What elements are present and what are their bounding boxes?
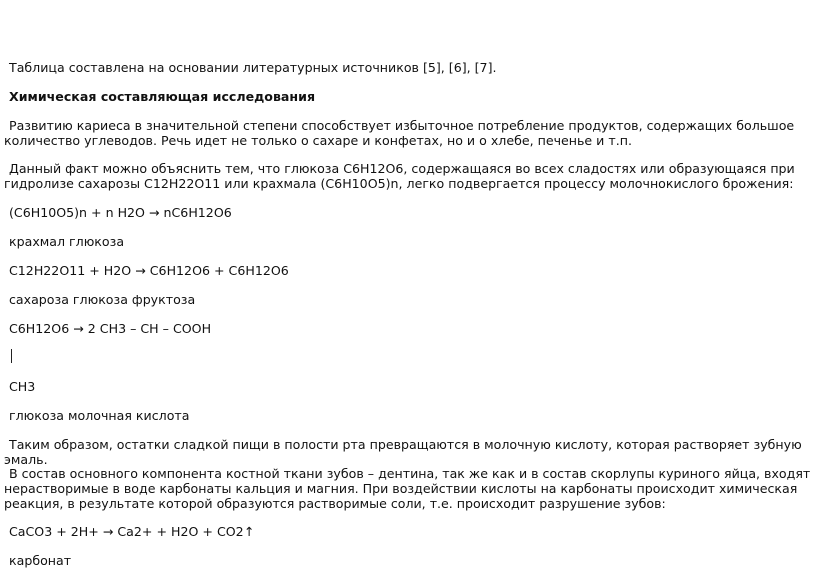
- bond-line: [11, 349, 12, 363]
- source-note: Таблица составлена на основании литературных источников [5], [6], [7].: [9, 60, 497, 75]
- equation-carbonate-reaction: CaCO3 + 2H+ → Ca2+ + H2O + CO2↑: [9, 524, 255, 539]
- equation-sucrose-hydrolysis: C12H22O11 + H2O → C6H12O6 + C6H12O6: [9, 263, 289, 278]
- equation-starch-hydrolysis: (C6H10O5)n + n H2O → nC6H12O6: [9, 205, 232, 220]
- section-heading: Химическая составляющая исследования: [9, 89, 316, 104]
- equation-starch-labels: крахмал глюкоза: [9, 234, 125, 249]
- equation-lactic-fermentation: C6H12O6 → 2 CH3 – CH – COOH: [9, 321, 212, 336]
- equation-lactic-branch: CH3: [9, 379, 36, 394]
- equation-sucrose-labels: сахароза глюкоза фруктоза: [9, 292, 196, 307]
- equation-carbonate-label: карбонат: [9, 553, 72, 568]
- equation-lactic-labels: глюкоза молочная кислота: [9, 408, 190, 423]
- paragraph-acid: Таким образом, остатки сладкой пищи в полости рта превращаются в молочную кислоту, которая растворяет зубную эмаль.: [4, 437, 802, 467]
- paragraph-glucose: Данный факт можно объяснить тем, что глюкоза C6H12O6, содержащаяся во всех сладостях или образующаяся при гидролизе сахарозы C12H22O11 или крахмала (C6H10O5)n, легко подвергается процессу молочнокислого брожения:: [4, 161, 795, 191]
- paragraph-caries: Развитию кариеса в значительной степени способствует избыточное потребление продуктов, содержащих большое количество углеводов. Речь идет не только о сахаре и конфетах, но и о хлебе, печенье и т.п.: [4, 118, 795, 148]
- paragraph-dentin: В состав основного компонента костной ткани зубов – дентина, так же как и в состав скорлупы куриного яйца, входят нерастворимые в воде карбонаты кальция и магния. При воздействии кислоты на карбонаты происходит химическая реакция, в результате которой образуются растворимые соли, т.е. происходит разрушение зубов:: [4, 466, 811, 511]
